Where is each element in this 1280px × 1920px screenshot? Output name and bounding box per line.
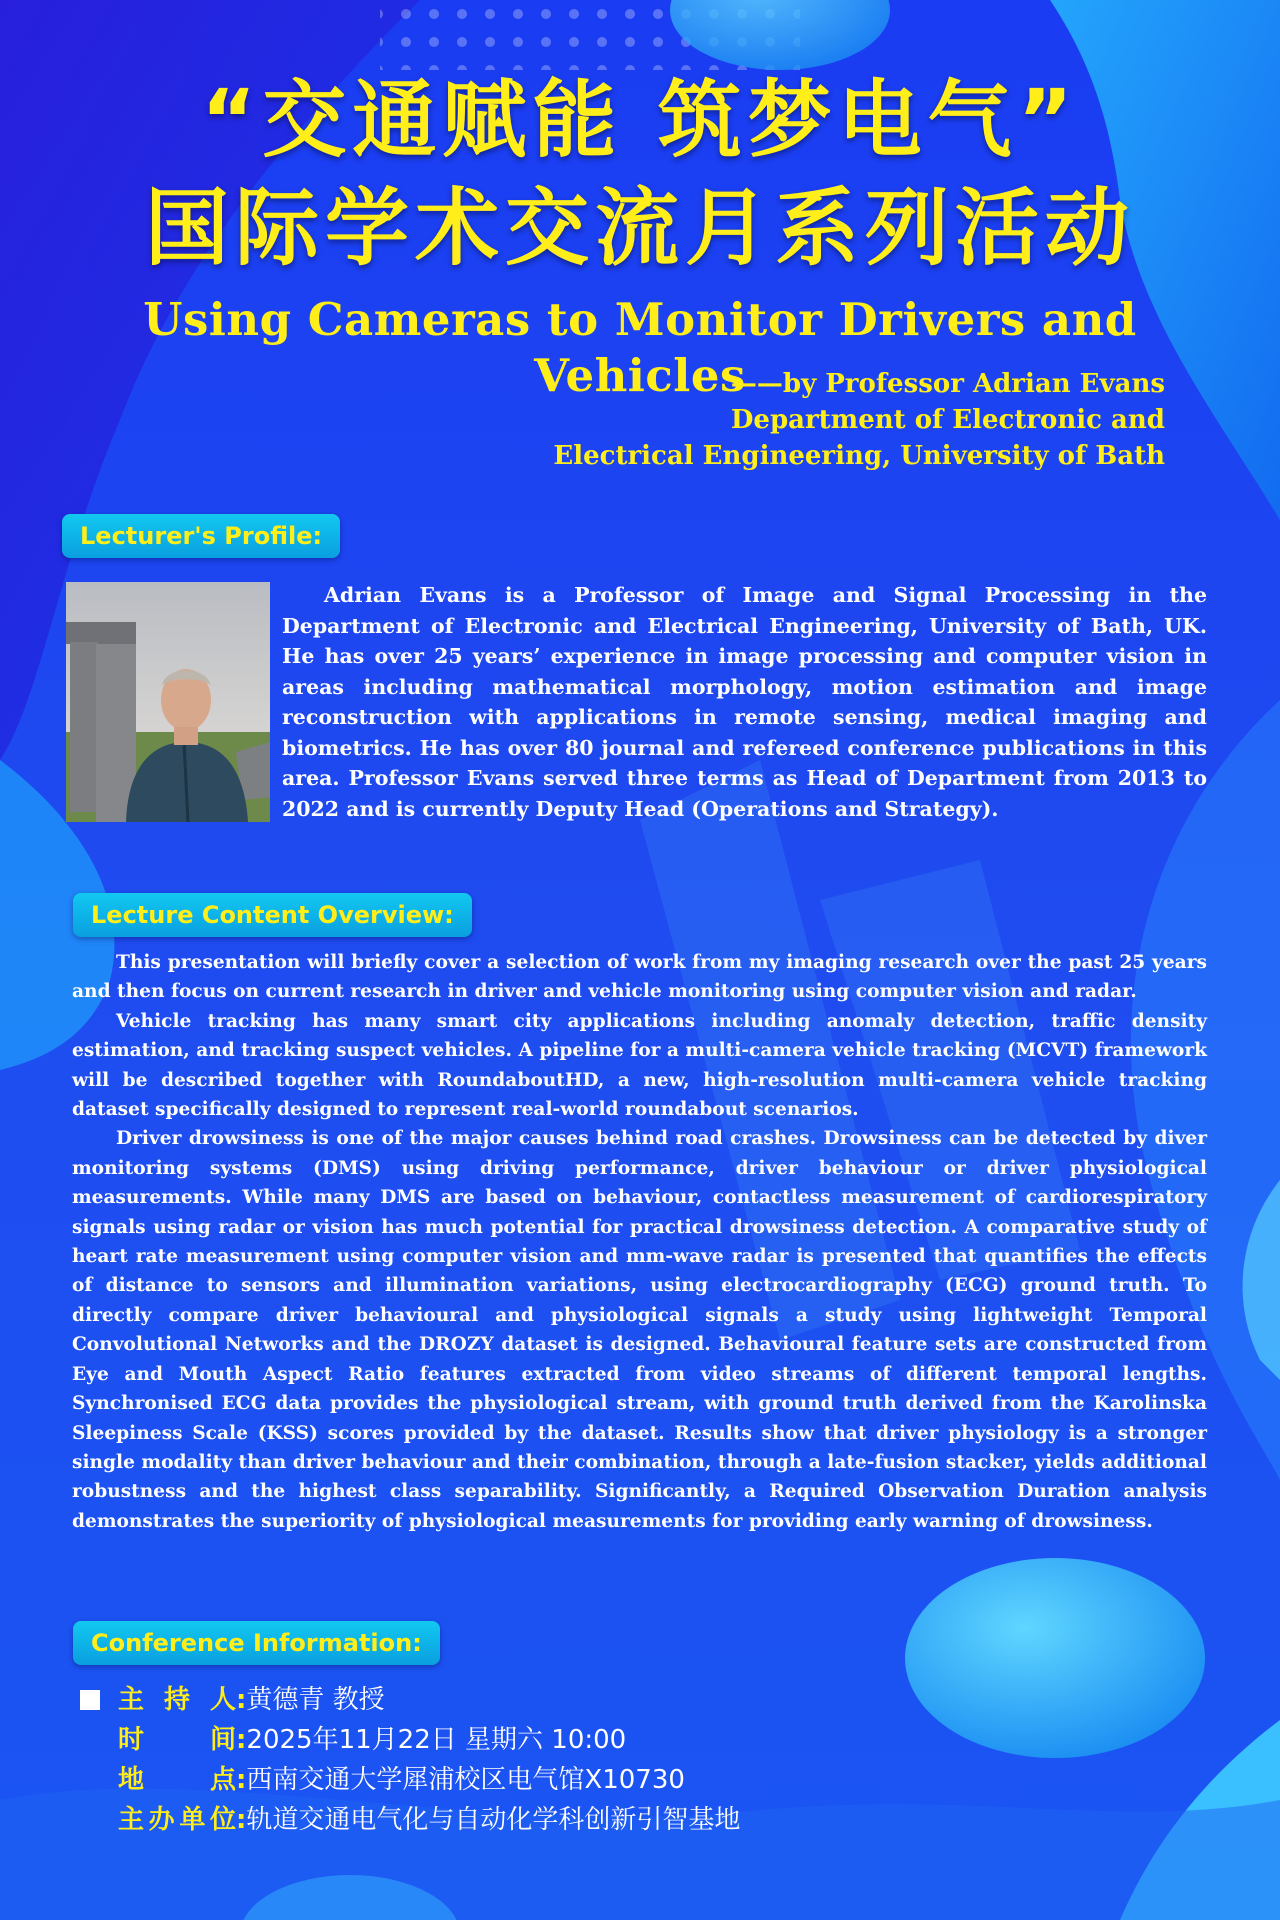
speaker-university: Electrical Engineering, University of Bath [553,441,1165,471]
lecturer-photo [66,582,270,822]
conference-info [80,1680,980,1840]
lecture-overview [72,948,1207,1536]
organizer-value: 轨道交通电气化与自动化学科创新引智基地 [246,1805,741,1835]
host-label: 主 持 人 [118,1685,236,1715]
place-value: 西南交通大学犀浦校区电气馆X10730 [246,1765,685,1795]
time-label: 时 间 [118,1725,236,1755]
page-title-line-1: “交通赋能 筑梦电气” [201,71,1079,169]
section-heading-overview: Lecture Content Overview: [73,893,472,937]
lecturer-bio: Adrian Evans is a Professor of Image and Signal Processing in the Department of Electronic and Electrical Engineering, University of Bath, UK. He has over 25 years’ experience in image processing and computer vision in areas including mathematical morphology, motion estimation and image reconstruction with applications in remote sensing, medical imaging and biometrics. He has over 80 journal and refereed conference publications in this area. Professor Evans served three terms as Head of Department from 2013 to 2022 and is currently Deputy Head (Operations and Strategy). [282,583,1207,821]
conference-organizer-row: 主 办 单 位 : 轨道交通电气化与自动化学科创新引智基地 [80,1800,980,1840]
page-title-line-2: 国际学术交流月系列活动 [144,179,1135,277]
host-value: 黄德青 教授 [246,1685,385,1715]
conference-place-row: 地 点 : 西南交通大学犀浦校区电气馆X10730 [80,1760,980,1800]
overview-paragraph: Vehicle tracking has many smart city applications including anomaly detection, traffic density estimation, and tracking suspect vehicles. A pipeline for a multi-camera vehicle tracking (MCVT) framework will be described together with RoundaboutHD, a new, high-resolution multi-camera vehicle tracking dataset specifically designed to represent real-world roundabout scenarios. [72,1010,1207,1121]
overview-paragraph: Driver drowsiness is one of the major causes behind road crashes. Drowsiness can be detected by diver monitoring systems (DMS) using driving performance, driver behaviour or driver physiological measurements. While many DMS are based on behaviour, contactless measurement of cardiorespiratory signals using radar or vision has much potential for practical drowsiness detection. A comparative study of heart rate measurement using computer vision and mm-wave radar is presented that quantifies the effects of distance to sensors and illumination variations, using electrocardiography (ECG) ground truth. To directly compare driver behavioural and physiological signals a study using lightweight Temporal Convolutional Networks and the DROZY dataset is designed. Behavioural feature sets are constructed from Eye and Mouth Aspect Ratio features extracted from video streams of different temporal lengths. Synchronised ECG data provides the physiological stream, with ground truth derived from the Karolinska Sleepiness Scale (KSS) scores provided by the dataset. Results show that driver physiology is a stronger single modality than driver behaviour and their combination, through a late-fusion stacker, yields additional robustness and the highest class separability. Significantly, a Required Observation Duration analysis demonstrates the superiority of physiological measurements for providing early warning of drowsiness. [72,1128,1207,1532]
organizer-label: 主 办 单 位 [118,1805,236,1835]
section-heading-conference: Conference Information: [73,1621,440,1665]
section-heading-profile: Lecturer's Profile: [62,514,340,558]
speaker-byline: ——by Professor Adrian Evans [730,369,1165,399]
square-bullet-icon [80,1690,100,1710]
conference-time-row: 时 间 : 2025年11月22日 星期六 10:00 [80,1720,980,1760]
place-label: 地 点 [118,1765,236,1795]
speaker-department: Department of Electronic and [730,405,1165,435]
time-value: 2025年11月22日 星期六 10:00 [246,1725,627,1755]
lecture-title: Using Cameras to Monitor Drivers and Vehicles [143,293,1137,402]
conference-host-row: 主 持 人 : 黄德青 教授 [80,1680,980,1720]
overview-paragraph: This presentation will briefly cover a selection of work from my imaging research over the past 25 years and then focus on current research in driver and vehicle monitoring using computer vision and radar. [72,952,1207,1003]
